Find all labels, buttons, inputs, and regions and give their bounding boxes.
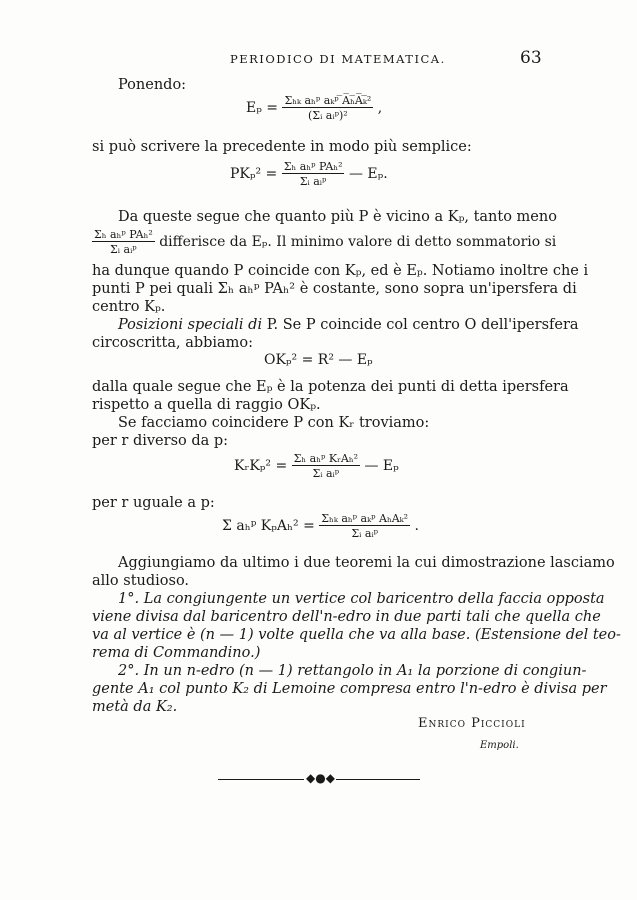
ornament-rule-left [218, 779, 304, 780]
eq2-tail: — Eₚ. [348, 166, 388, 182]
theorem-1-line-4: rema di Commandino.) [92, 645, 261, 661]
text-line-2: si può scrivere la precedente in modo più semplice: [92, 139, 472, 155]
theorem-2-line-2: gente A₁ col punto K₂ di Lemoine compresa entro l'n-edro è divisa per [92, 681, 607, 697]
ornament-icon: ◆●◆ [306, 771, 335, 785]
eq4-tail: — Eₚ [364, 458, 399, 474]
l4-fraction [92, 228, 155, 256]
theorem-1-line-3: va al vertice è (n — 1) volte quella che va alla base. (Estensione del teo- [92, 627, 621, 643]
author-signature: Enrico Piccioli [418, 716, 526, 731]
eq5-lhs: Σ aₕᵖ KₚAₕ² = [222, 518, 315, 534]
text-line-12: Se facciamo coincidere P con Kᵣ troviamo: [118, 415, 430, 431]
eq5-numerator: Σₕₖ aₕᵖ aₖᵖ AₕAₖ² [321, 512, 409, 525]
equation-okp: OKₚ² = R² — Eₚ [264, 352, 373, 368]
eq1-tail: , [377, 100, 383, 116]
eq5-denominator: Σᵢ aᵢᵖ [319, 525, 410, 540]
eq4-denominator: Σᵢ aᵢᵖ [292, 465, 360, 480]
page-number: 63 [520, 48, 542, 68]
eq1-denominator: (Σᵢ aᵢᵖ)² [282, 107, 373, 122]
l4-numerator: Σₕ aₕᵖ PAₕ² [94, 228, 153, 241]
author-place: Empoli. [480, 740, 519, 751]
ornament-rule-right [336, 779, 420, 780]
eq2-denominator: Σᵢ aᵢᵖ [282, 173, 345, 188]
text-line-4 [92, 228, 556, 256]
text-line-13: per r diverso da p: [92, 433, 229, 449]
theorem-2-line-1: 2°. In un n-edro (n — 1) rettangolo in A₁ la porzione di congiun- [118, 663, 587, 679]
equation-krkp [234, 452, 399, 480]
text-line-8 [118, 316, 579, 334]
text-line-10: dalla quale segue che Eₚ è la potenza dei punti di detta ipersfera [92, 379, 569, 395]
eq2-lhs: PKₚ² = [230, 166, 278, 182]
text-line-16: allo studioso. [92, 573, 190, 589]
l8-italic: Posizioni speciali di [118, 317, 263, 333]
equation-ep [246, 94, 382, 122]
l4-denominator: Σᵢ aᵢᵖ [92, 241, 155, 256]
eq5-tail: . [414, 518, 419, 534]
text-line-3: Da queste segue che quanto più P è vicino a Kₚ, tanto meno [118, 209, 557, 225]
l4-text: differisce da Eₚ. Il minimo valore di detto sommatorio si [159, 234, 557, 250]
l8-rest: P. Se P coincide col centro O dell'ipersfera [266, 317, 579, 333]
text-line-7: centro Kₚ. [92, 299, 166, 315]
eq4-fraction [292, 452, 360, 480]
theorem-1-line-1: 1°. La congiungente un vertice col baricentro della faccia opposta [118, 591, 605, 607]
text-ponendo: Ponendo: [118, 77, 187, 93]
text-line-11: rispetto a quella di raggio OKₚ. [92, 397, 321, 413]
text-line-14: per r uguale a p: [92, 495, 215, 511]
eq4-numerator: Σₕ aₕᵖ KᵣAₕ² [293, 452, 359, 465]
text-line-9: circoscritta, abbiamo: [92, 335, 254, 351]
theorem-2-line-3: metà da K₂. [92, 699, 178, 715]
eq1-numerator: Σₕₖ aₕᵖ aₖᵖ ̅A̅ₕ̅A̅ₖ̅² [284, 94, 372, 107]
eq1-fraction [282, 94, 373, 122]
text-line-5: ha dunque quando P coincide con Kₚ, ed è Eₚ. Notiamo inoltre che i [92, 263, 589, 279]
eq4-lhs: KᵣKₚ² = [234, 458, 288, 474]
text-line-15: Aggiungiamo da ultimo i due teoremi la cui dimostrazione lasciamo [118, 555, 615, 571]
equation-pkp [230, 160, 388, 188]
eq5-fraction [319, 512, 410, 540]
theorem-1-line-2: viene divisa dal baricentro dell'n-edro in due parti tali che quella che [92, 609, 601, 625]
eq1-lhs: Eₚ = [246, 100, 278, 116]
eq2-fraction [282, 160, 345, 188]
equation-sum [222, 512, 419, 540]
eq2-numerator: Σₕ aₕᵖ PAₕ² [283, 160, 343, 173]
running-title: PERIODICO DI MATEMATICA. [230, 52, 446, 66]
text-line-6: punti P pei quali Σₕ aₕᵖ PAₕ² è costante, sono sopra un'ipersfera di [92, 281, 577, 297]
